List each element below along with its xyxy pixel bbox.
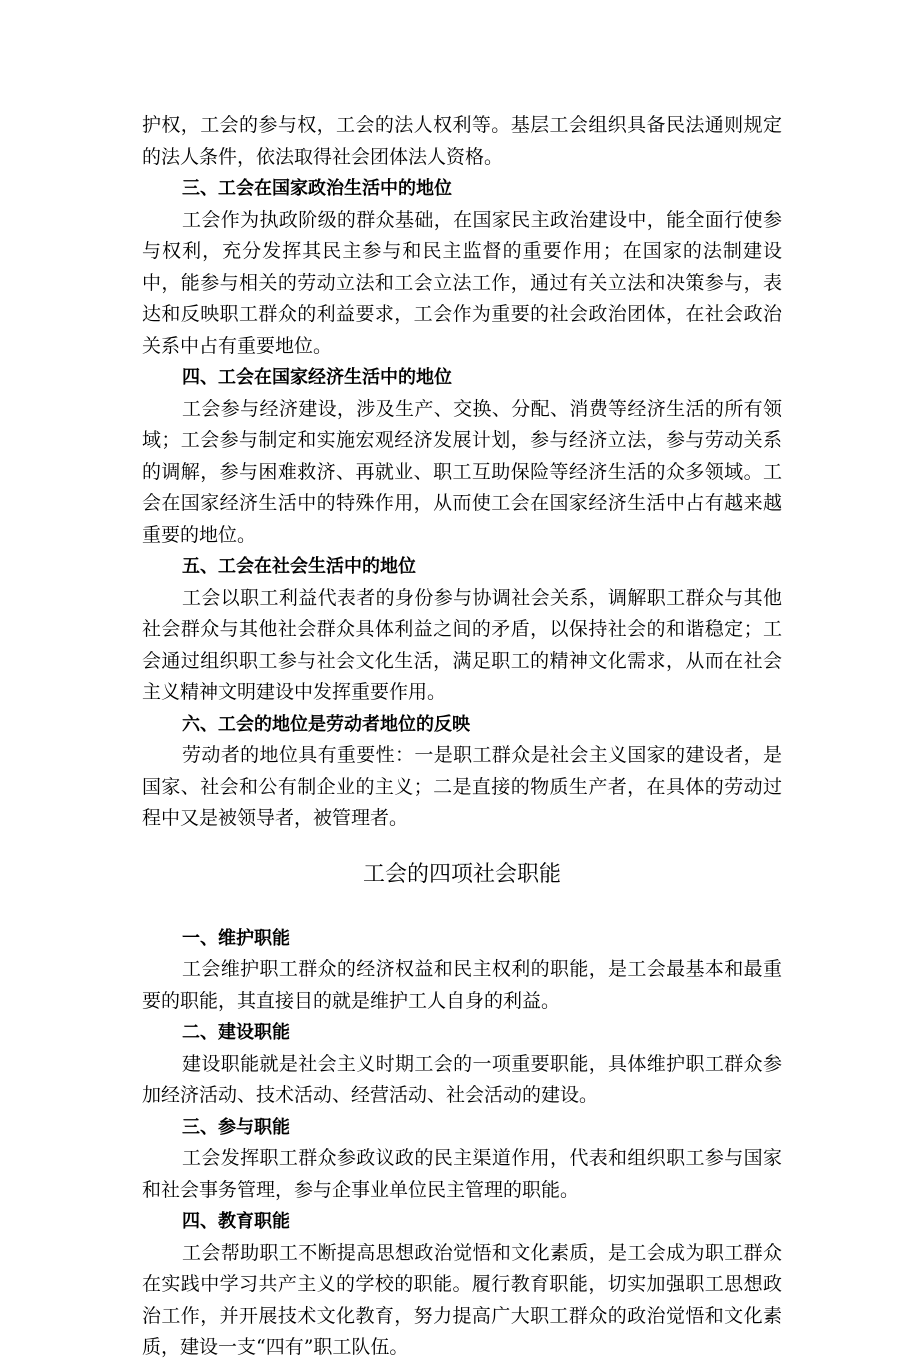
- function-heading: 二、建设职能: [182, 1022, 290, 1043]
- function-heading: 一、维护职能: [182, 927, 290, 949]
- intro-paragraph: 护权，工会的参与权，工会的法人权利等。基层工会组织具备民法通则规定的法人条件，依法取得社会团体法人资格。: [142, 114, 782, 168]
- section-title: 工会的四项社会职能: [362, 861, 561, 887]
- document-body: [142, 110, 782, 1364]
- section-paragraph: 工会参与经济建设，涉及生产、交换、分配、消费等经济生活的所有领域；工会参与制定和实施宏观经济发展计划，参与经济立法，参与劳动关系的调解，参与困难救济、再就业、职工互助保险等经济生活的众多领域。工会在国家经济生活中的特殊作用，从而使工会在国家经济生活中占有越来越重要的地位。: [142, 397, 782, 546]
- section-paragraph: 劳动者的地位具有重要性：一是职工群众是社会主义国家的建设者，是国家、社会和公有制企业的主义；二是直接的物质生产者，在具体的劳动过程中又是被领导者，被管理者。: [142, 744, 782, 829]
- function-paragraph: 建设职能就是社会主义时期工会的一项重要职能，具体维护职工群众参加经济活动、技术活动、经营活动、社会活动的建设。: [142, 1052, 782, 1106]
- section-heading: 五、工会在社会生活中的地位: [182, 556, 416, 577]
- section-paragraph: 工会作为执政阶级的群众基础，在国家民主政治建设中，能全面行使参与权利，充分发挥其民主参与和民主监督的重要作用；在国家的法制建设中，能参与相关的劳动立法和工会立法工作，通过有关立法和决策参与，表达和反映职工群众的利益要求，工会作为重要的社会政治团体，在社会政治关系中占有重要地位。: [142, 208, 782, 357]
- function-paragraph: 工会维护职工群众的经济权益和民主权利的职能，是工会最基本和最重要的职能，其直接目的就是维护工人自身的利益。: [142, 958, 782, 1012]
- section-heading: 三、工会在国家政治生活中的地位: [182, 178, 452, 199]
- section-heading: 六、工会的地位是劳动者地位的反映: [182, 713, 470, 735]
- function-paragraph: 工会发挥职工群众参政议政的民主渠道作用，代表和组织职工参与国家和社会事务管理，参与企事业单位民主管理的职能。: [142, 1147, 782, 1201]
- section-heading: 四、工会在国家经济生活中的地位: [182, 367, 452, 388]
- function-heading: 四、教育职能: [182, 1211, 290, 1232]
- function-paragraph: 工会帮助职工不断提高思想政治觉悟和文化素质，是工会成为职工群众在实践中学习共产主义的学校的职能。履行教育职能，切实加强职工思想政治工作，并开展技术文化教育，努力提高广大职工群众的政治觉悟和文化素质，建设一支“四有”职工队伍。: [142, 1241, 782, 1358]
- section-paragraph: 工会以职工利益代表者的身份参与协调社会关系，调解职工群众与其他社会群众与其他社会群众具体利益之间的矛盾，以保持社会的和谐稳定；工会通过组织职工参与社会文化生活，满足职工的精神文化需求，从而在社会主义精神文明建设中发挥重要作用。: [142, 586, 782, 703]
- function-heading: 三、参与职能: [182, 1116, 290, 1138]
